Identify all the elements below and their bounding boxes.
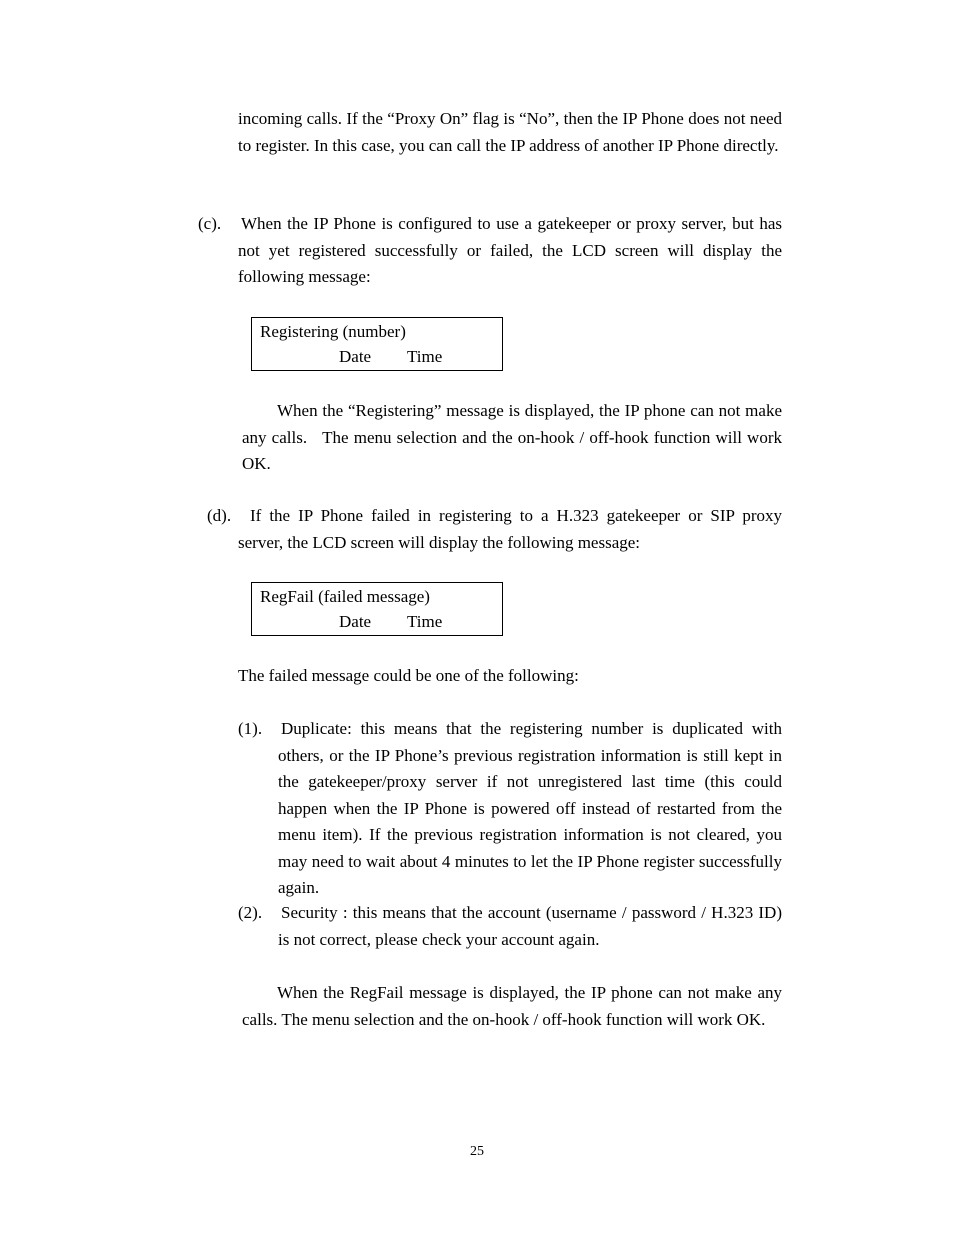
item-d-text: If the IP Phone failed in registering to a H.323 gatekeeper or SIP proxy server, the LCD screen will display the following message: bbox=[238, 506, 782, 552]
failed-item-2-text: Security : this means that the account (username / password / H.323 ID) is not correct, please check your account again. bbox=[278, 903, 782, 949]
intro-paragraph: incoming calls. If the “Proxy On” flag is “No”, then the IP Phone does not need to register. In this case, you can call the IP address of another IP Phone directly. bbox=[238, 109, 782, 155]
lcd-regfail-time: Time bbox=[407, 612, 443, 631]
lcd-registering-box bbox=[251, 317, 503, 371]
item-d-marker: (d). bbox=[207, 506, 232, 525]
registering-note-paragraph: When the “Registering” message is displayed, the IP phone can not make any calls. The menu selection and the on-hook / off-hook function will work OK. bbox=[242, 401, 782, 473]
failed-item-1-marker: (1). bbox=[238, 719, 263, 738]
lcd-regfail-line1: RegFail (failed message) bbox=[260, 587, 430, 606]
lcd-registering-line1: Registering (number) bbox=[260, 322, 406, 341]
page-number: 25 bbox=[470, 1144, 484, 1159]
lcd-registering-date: Date bbox=[339, 347, 372, 366]
lcd-registering-time: Time bbox=[407, 347, 443, 366]
regfail-note-paragraph: When the RegFail message is displayed, the IP phone can not make any calls. The menu selection and the on-hook / off-hook function will work OK. bbox=[242, 983, 782, 1029]
failed-intro-paragraph: The failed message could be one of the following: bbox=[238, 666, 579, 685]
item-c-text: When the IP Phone is configured to use a gatekeeper or proxy server, but has not yet registered successfully or failed, the LCD screen will display the following message: bbox=[238, 214, 782, 286]
item-c-marker: (c). bbox=[198, 214, 222, 233]
failed-item-2-marker: (2). bbox=[238, 903, 263, 922]
lcd-regfail-box bbox=[251, 582, 503, 636]
failed-item-1-text: Duplicate: this means that the registering number is duplicated with others, or the IP Phone’s previous registration information is still kept in the gatekeeper/proxy server if not unregistered last time (this could happen when the IP Phone is powered off instead of restarted from the menu item). If the previous registration information is not cleared, you may need to wait about 4 minutes to let the IP Phone register successfully again. bbox=[278, 719, 782, 897]
lcd-regfail-date: Date bbox=[339, 612, 372, 631]
